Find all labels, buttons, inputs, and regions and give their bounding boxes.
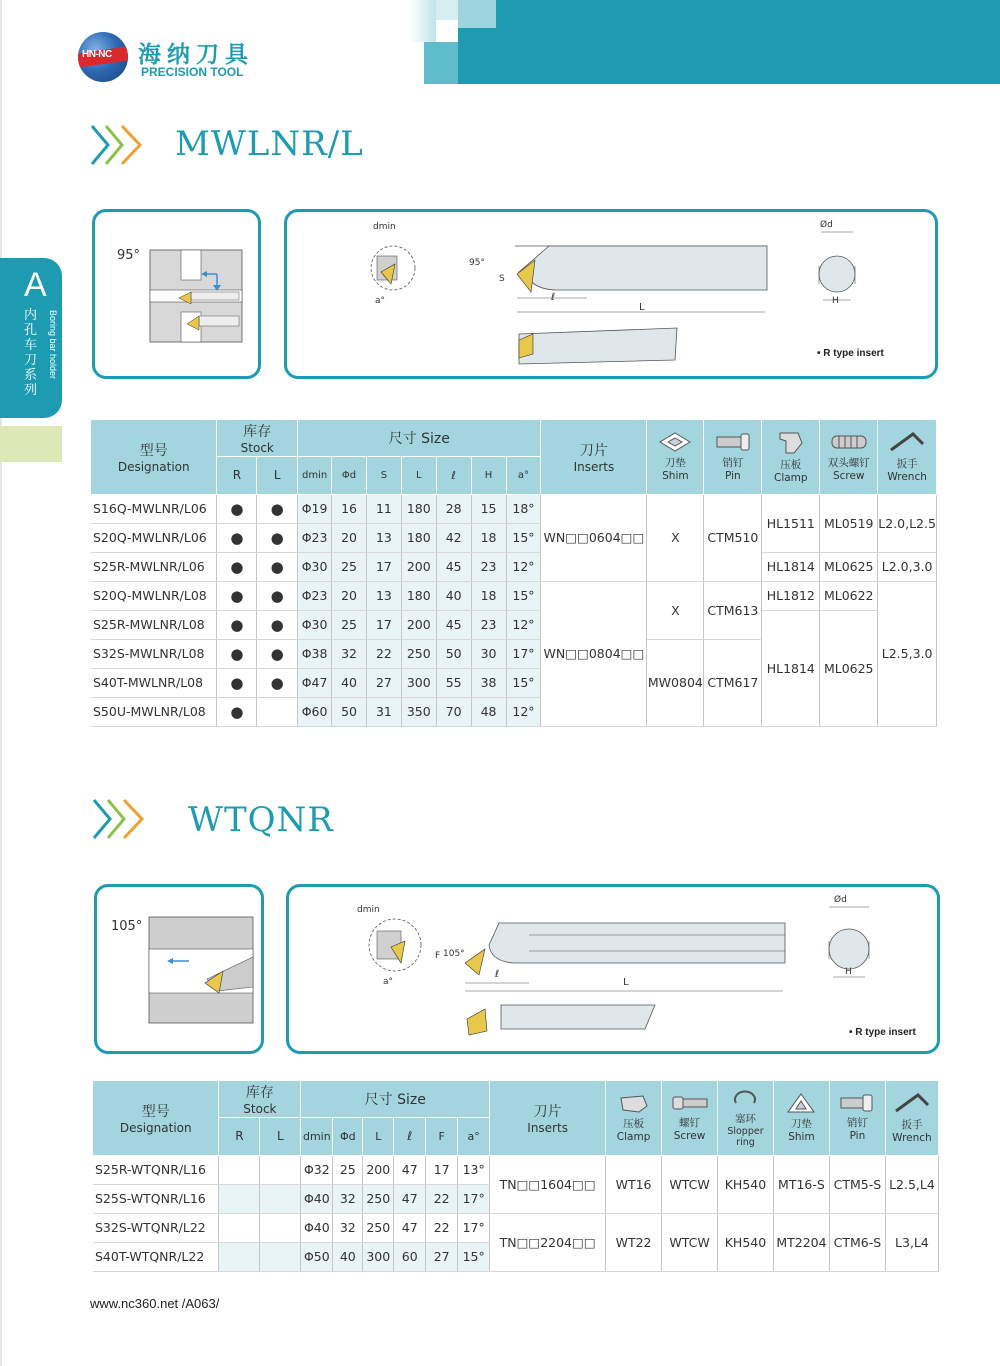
shim-icon [658, 431, 692, 453]
table-row: S50U-MWLNR/L08 ● Φ60 50 31 350 70 48 12° [91, 697, 937, 726]
table-row: S40T-MWLNR/L08 ● ● Φ47 40 27 300 55 38 15° [91, 668, 937, 697]
chapter-label-en: Boring bar holder [48, 310, 58, 380]
col-stock: 库存 Stock [217, 420, 298, 456]
col-pin: 销钉 Pin [829, 1081, 885, 1155]
mwlnr-label-a: a° [375, 296, 386, 306]
col-designation: 型号 Designation [91, 420, 217, 494]
mwlnr-label-dmin: dmin [373, 222, 396, 232]
table-row: S40T-WTQNR/L22 Φ50 40 300 60 27 15° [93, 1242, 939, 1271]
table-row: S32S-MWLNR/L08 ● ● Φ38 32 22 250 50 30 17° MW0804 CTM617 [91, 639, 937, 668]
col-dmin: dmin [301, 1117, 333, 1155]
wtqnr-toolholder-drawing [289, 887, 937, 1051]
footer-url: www.nc360.net /A063/ [90, 1296, 220, 1311]
mwlnr-label-s: S [499, 274, 505, 284]
section-chevron-icon [90, 796, 150, 842]
chapter-tab-accent [0, 426, 62, 462]
col-shim: 刀垫 Shim [647, 420, 704, 494]
wtqnr-application-diagram [94, 884, 264, 1054]
insert-code: TN□□2204□□ [490, 1213, 606, 1271]
col-s: S [366, 456, 401, 494]
table-row: S25S-WTQNR/L16 Φ40 32 250 47 22 17° [93, 1184, 939, 1213]
mwlnr-label-l-big: L [639, 302, 645, 313]
clamp-icon [617, 1092, 651, 1114]
wtqnr-label-h: H [845, 967, 852, 977]
wtqnr-approach-angle: 105° [111, 919, 143, 934]
mwlnr-spec-table [91, 420, 937, 727]
col-stock-l: L [257, 456, 298, 494]
brand-name-en: PRECISION TOOL [141, 65, 244, 79]
col-ring: 塞环 Slopper ring [718, 1081, 774, 1155]
col-dmin: dmin [298, 456, 332, 494]
col-wrench: 扳手 Wrench [885, 1081, 938, 1155]
insert-code: WN□□0604□□ [541, 494, 647, 581]
col-stock-r: R [217, 456, 257, 494]
col-screw: 双头螺钉 Screw [820, 420, 878, 494]
clamp-icon [776, 429, 806, 455]
table-row: S20Q-MWLNR/L08 ● ● Φ23 20 13 180 40 18 15° WN□□0804□□ X CTM613 HL1812 ML0622 L2.5,3.0 [91, 581, 937, 610]
insert-code: TN□□1604□□ [490, 1155, 606, 1213]
wrench-icon [892, 1091, 932, 1115]
col-stock: 库存 Stock [219, 1081, 301, 1117]
boring-operation-illustration [97, 887, 261, 1051]
mwlnr-dimension-drawing [284, 209, 938, 379]
wtqnr-spec-table [93, 1081, 939, 1272]
pin-icon [837, 1093, 877, 1113]
col-wrench: 扳手 Wrench [878, 420, 937, 494]
table-row: S25R-MWLNR/L08 ● ● Φ30 25 17 200 45 23 12° HL1814 ML0625 [91, 610, 937, 639]
section-chevron-icon [88, 122, 148, 168]
col-l-big: L [401, 456, 436, 494]
header-color-bar [496, 0, 1000, 84]
col-shim: 刀垫 Shim [773, 1081, 829, 1155]
col-stock-r: R [219, 1117, 260, 1155]
table-row: S25R-WTQNR/L16 Φ32 25 200 47 17 13° TN□□1604□□ WT16 WTCW KH540 MT16-S CTM5-S L2.5,L4 [93, 1155, 939, 1184]
table-row: S20Q-MWLNR/L06 ● ● Φ23 20 13 180 42 18 15° [91, 523, 937, 552]
pin-icon [713, 431, 753, 453]
brand-name-cn: 海纳刀具 [138, 42, 254, 68]
wtqnr-label-l-big: L [623, 977, 629, 988]
mwlnr-label-l-small: ℓ [551, 292, 556, 303]
col-clamp: 压板 Clamp [606, 1081, 662, 1155]
col-phid: Φd [332, 456, 367, 494]
col-pin: 销钉 Pin [704, 420, 762, 494]
col-l-big: L [363, 1117, 394, 1155]
col-a: a° [458, 1117, 490, 1155]
col-stock-l: L [260, 1117, 301, 1155]
col-screw: 螺钉 Screw [662, 1081, 718, 1155]
insert-code: WN□□0804□□ [541, 581, 647, 726]
screw-icon [670, 1093, 710, 1113]
col-l-small: ℓ [394, 1117, 426, 1155]
table-row: S32S-WTQNR/L22 Φ40 32 250 47 22 17° TN□□2204□□ WT22 WTCW KH540 MT2204 CTM6-S L3,L4 [93, 1213, 939, 1242]
stopper-ring-icon [728, 1087, 762, 1109]
section-title-mwlnr: MWLNR/L [175, 124, 364, 164]
screw-icon [829, 431, 869, 453]
col-designation: 型号 Designation [93, 1081, 219, 1155]
header-square-pattern [410, 0, 496, 84]
mwlnr-application-diagram [92, 209, 261, 379]
mwlnr-label-od: Ød [820, 220, 833, 230]
mwlnr-label-angle: 95° [469, 258, 485, 268]
mwlnr-r-type-note: • R type insert [817, 348, 884, 359]
chapter-tab [0, 258, 62, 418]
wtqnr-label-dmin: dmin [357, 905, 380, 915]
col-l-small: ℓ [436, 456, 471, 494]
col-a: a° [506, 456, 541, 494]
table-row: S16Q-MWLNR/L06 ● ● Φ19 16 11 180 28 15 18° WN□□0604□□ X CTM510 HL1511 ML0519 L2.0,L2.5 [91, 494, 937, 523]
col-inserts: 刀片 Inserts [541, 420, 647, 494]
chapter-letter: A [24, 266, 47, 304]
wrench-icon [887, 430, 927, 454]
col-inserts: 刀片 Inserts [490, 1081, 606, 1155]
wtqnr-label-l-small: ℓ [495, 969, 500, 980]
wtqnr-r-type-note: • R type insert [849, 1027, 916, 1038]
brand-logo: HN-NC [78, 32, 128, 82]
table-row: S25R-MWLNR/L06 ● ● Φ30 25 17 200 45 23 12° HL1814 ML0625 L2.0,3.0 [91, 552, 937, 581]
wtqnr-label-a: a° [383, 977, 394, 987]
chapter-label-cn: 内孔车刀系列 [24, 308, 38, 398]
mwlnr-label-h: H [832, 296, 839, 306]
col-f: F [426, 1117, 458, 1155]
col-phid: Φd [333, 1117, 363, 1155]
col-clamp: 压板 Clamp [762, 420, 820, 494]
col-size: 尺寸 Size [298, 420, 541, 456]
col-size: 尺寸 Size [301, 1081, 490, 1117]
page-edge-line [0, 0, 2, 1366]
mwlnr-approach-angle: 95° [117, 248, 141, 263]
shim-icon [786, 1092, 816, 1114]
col-h: H [471, 456, 506, 494]
wtqnr-label-f: F [435, 951, 441, 961]
wtqnr-dimension-drawing [286, 884, 940, 1054]
boring-operation-illustration [95, 212, 258, 376]
section-title-wtqnr: WTQNR [188, 800, 334, 840]
wtqnr-label-angle: 105° [443, 949, 465, 959]
wtqnr-label-od: Ød [834, 895, 847, 905]
